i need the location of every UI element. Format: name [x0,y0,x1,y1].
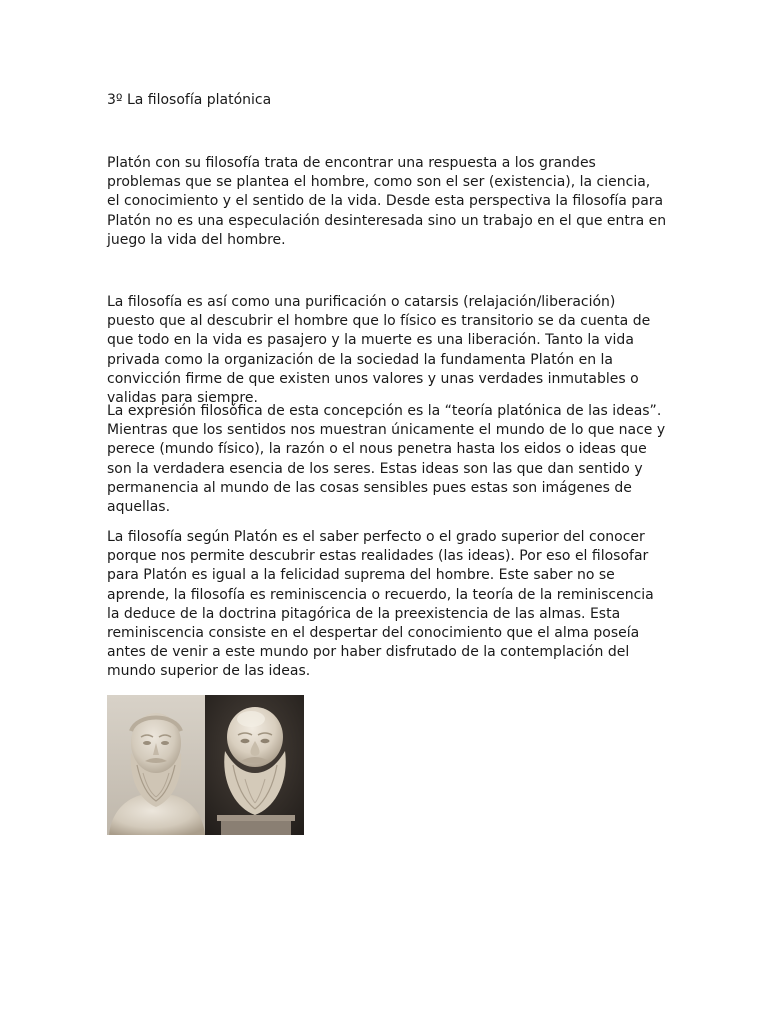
paragraph-2: La filosofía es así como una purificación o catarsis (relajación/liberación) puesto que al descubrir el hombre que lo físico es transitorio se da cuenta de que todo en la vida es pasajero y la muerte es una liberación. Tanto la vida privada como la organización de la sociedad la fundamenta Platón en la convicción firme de que existen unos valores y unas verdades inmutables o validas para siempre. [107,294,651,407]
plato-bust-image [107,695,205,835]
section-heading: 3º La filosofía platónica [107,92,272,108]
paragraph-4: La filosofía según Platón es el saber perfecto o el grado superior del conocer porque nos permite descubrir estas realidades (las ideas). Por eso el filosofar para Platón es igual a la felicidad suprema del hombre. Este saber no se aprende, la filosofía es reminiscencia o recuerdo, la teoría de la reminiscencia la deduce de la doctrina pitagórica de la preexistencia de las almas. Esta reminiscencia consiste en el despertar del conocimiento que el alma poseía antes de venir a este mundo por haber disfrutado de la contemplación del mundo superior de las ideas. [107,529,654,680]
paragraph-1: Platón con su filosofía trata de encontrar una respuesta a los grandes problemas que se plantea el hombre, como son el ser (existencia), la ciencia, el conocimiento y el sentido de la vida. Desde esta perspectiva la filosofía para Platón no es una especulación desinteresada sino un trabajo en el que entra en juego la vida del hombre. [107,155,667,248]
socrates-bust-image [205,695,304,835]
paragraph-3: La expresión filosófica de esta concepción es la “teoría platónica de las ideas”. Mientras que los sentidos nos muestran únicamente el mundo de lo que nace y perece (mundo físico), la razón o el nous penetra hasta los eidos o ideas que son la verdadera esencia de los seres. Estas ideas son las que dan sentido y permanencia al mundo de las cosas sensibles pues estas son imágenes de aquellas. [107,403,666,516]
philosophers-busts-image [107,695,304,835]
